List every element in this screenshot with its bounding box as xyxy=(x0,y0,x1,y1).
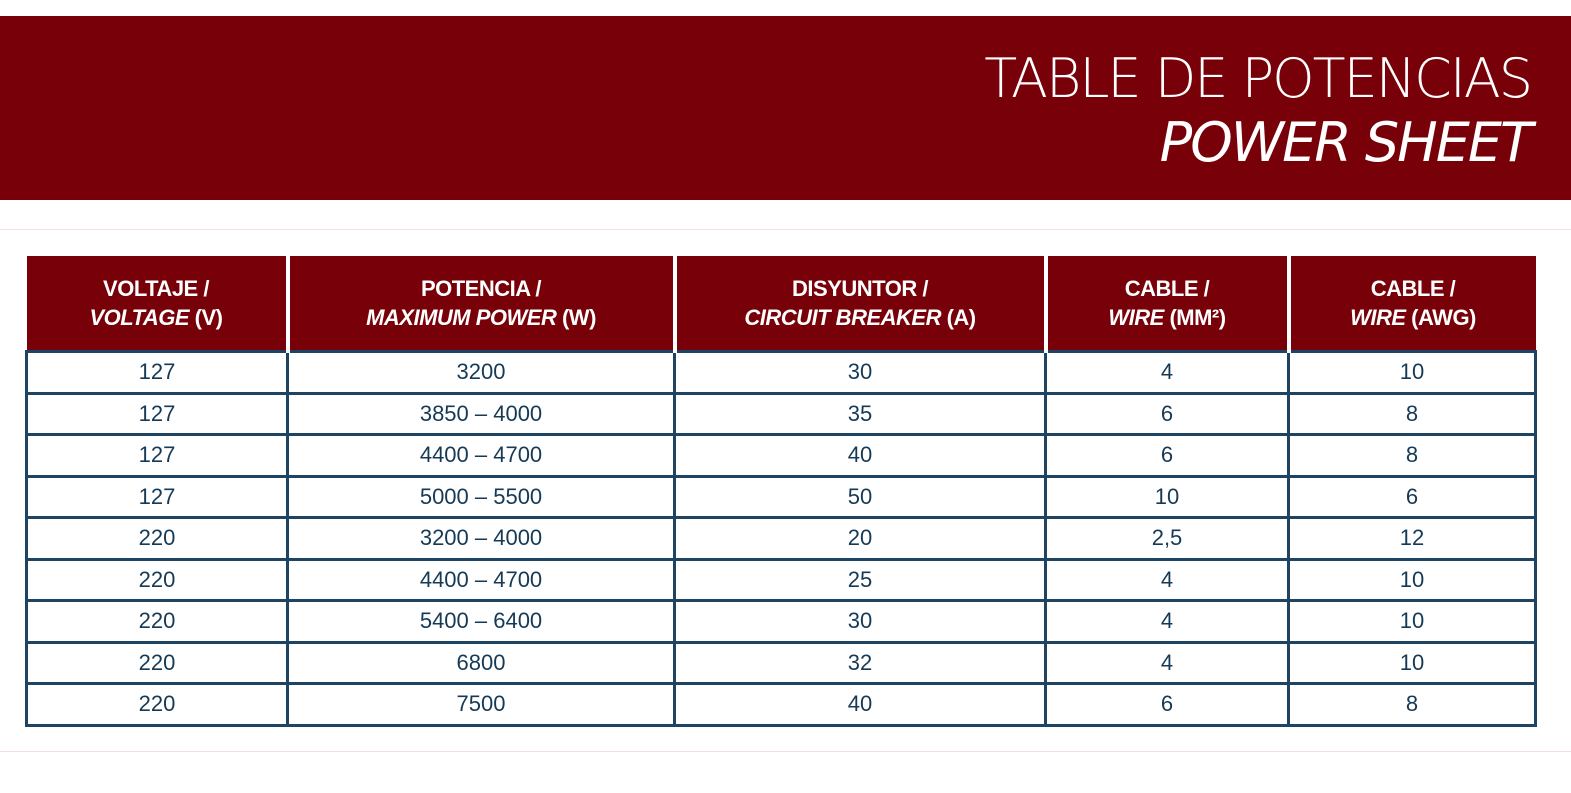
cell-voltage: 127 xyxy=(27,435,288,477)
column-header-unit: (AWG) xyxy=(1405,305,1476,330)
cell-wire-awg: 12 xyxy=(1289,518,1536,560)
cell-circuit-breaker: 30 xyxy=(675,352,1046,394)
column-header-unit: (V) xyxy=(189,305,223,330)
cell-power: 6800 xyxy=(288,642,675,684)
table-row xyxy=(27,684,1536,726)
power-table xyxy=(25,256,1537,727)
column-header-power xyxy=(288,256,675,352)
column-header-es: CABLE / xyxy=(1370,276,1456,301)
cell-wire-mm2: 2,5 xyxy=(1046,518,1289,560)
divider-bottom xyxy=(0,751,1571,752)
cell-wire-mm2: 4 xyxy=(1046,601,1289,643)
cell-wire-mm2: 4 xyxy=(1046,642,1289,684)
page-title xyxy=(984,47,1531,174)
cell-wire-mm2: 4 xyxy=(1046,559,1289,601)
cell-wire-awg: 10 xyxy=(1289,352,1536,394)
cell-circuit-breaker: 32 xyxy=(675,642,1046,684)
cell-wire-mm2: 6 xyxy=(1046,435,1289,477)
cell-power: 5000 – 5500 xyxy=(288,476,675,518)
cell-wire-awg: 6 xyxy=(1289,476,1536,518)
cell-circuit-breaker: 20 xyxy=(675,518,1046,560)
cell-voltage: 220 xyxy=(27,684,288,726)
cell-wire-awg: 10 xyxy=(1289,559,1536,601)
column-header-wire-awg xyxy=(1289,256,1536,352)
column-header-es: CABLE / xyxy=(1124,276,1210,301)
title-spanish: TABLE DE POTENCIAS xyxy=(984,47,1531,110)
cell-power: 5400 – 6400 xyxy=(288,601,675,643)
cell-circuit-breaker: 30 xyxy=(675,601,1046,643)
cell-wire-awg: 8 xyxy=(1289,684,1536,726)
table-row xyxy=(27,642,1536,684)
table-row xyxy=(27,435,1536,477)
cell-wire-awg: 8 xyxy=(1289,393,1536,435)
cell-wire-mm2: 4 xyxy=(1046,352,1289,394)
table-row xyxy=(27,476,1536,518)
cell-power: 3200 xyxy=(288,352,675,394)
cell-voltage: 127 xyxy=(27,393,288,435)
title-english: POWER SHEET xyxy=(1159,111,1531,174)
table-row xyxy=(27,352,1536,394)
column-header-en: MAXIMUM POWER xyxy=(366,305,557,330)
header-banner xyxy=(0,16,1571,200)
column-header-es: DISYUNTOR / xyxy=(792,276,928,301)
cell-voltage: 220 xyxy=(27,559,288,601)
table-row xyxy=(27,559,1536,601)
cell-power: 4400 – 4700 xyxy=(288,559,675,601)
cell-voltage: 127 xyxy=(27,476,288,518)
table-row xyxy=(27,601,1536,643)
column-header-unit: (W) xyxy=(556,305,596,330)
cell-wire-awg: 10 xyxy=(1289,601,1536,643)
cell-wire-awg: 10 xyxy=(1289,642,1536,684)
column-header-es: VOLTAJE / xyxy=(103,276,209,301)
cell-circuit-breaker: 35 xyxy=(675,393,1046,435)
table-body xyxy=(27,352,1536,726)
column-header-wire-mm2 xyxy=(1046,256,1289,352)
cell-circuit-breaker: 25 xyxy=(675,559,1046,601)
cell-circuit-breaker: 40 xyxy=(675,435,1046,477)
column-header-en: VOLTAGE xyxy=(89,305,190,330)
cell-power: 7500 xyxy=(288,684,675,726)
table-header xyxy=(27,256,1536,352)
column-header-unit: (A) xyxy=(940,305,976,330)
cell-power: 4400 – 4700 xyxy=(288,435,675,477)
cell-wire-mm2: 6 xyxy=(1046,393,1289,435)
cell-wire-mm2: 6 xyxy=(1046,684,1289,726)
column-header-en: WIRE xyxy=(1108,305,1164,330)
cell-voltage: 127 xyxy=(27,352,288,394)
cell-power: 3850 – 4000 xyxy=(288,393,675,435)
cell-voltage: 220 xyxy=(27,642,288,684)
column-header-en: WIRE xyxy=(1350,305,1406,330)
cell-wire-awg: 8 xyxy=(1289,435,1536,477)
cell-wire-mm2: 10 xyxy=(1046,476,1289,518)
divider-top xyxy=(0,229,1571,230)
cell-voltage: 220 xyxy=(27,518,288,560)
cell-circuit-breaker: 50 xyxy=(675,476,1046,518)
column-header-es: POTENCIA / xyxy=(420,276,542,301)
header-row xyxy=(27,256,1536,352)
table-row xyxy=(27,518,1536,560)
column-header-en: CIRCUIT BREAKER xyxy=(744,305,941,330)
column-header-voltage xyxy=(27,256,288,352)
column-header-unit: (MM²) xyxy=(1163,305,1226,330)
cell-power: 3200 – 4000 xyxy=(288,518,675,560)
cell-voltage: 220 xyxy=(27,601,288,643)
column-header-circuit-breaker xyxy=(675,256,1046,352)
cell-circuit-breaker: 40 xyxy=(675,684,1046,726)
table-row xyxy=(27,393,1536,435)
